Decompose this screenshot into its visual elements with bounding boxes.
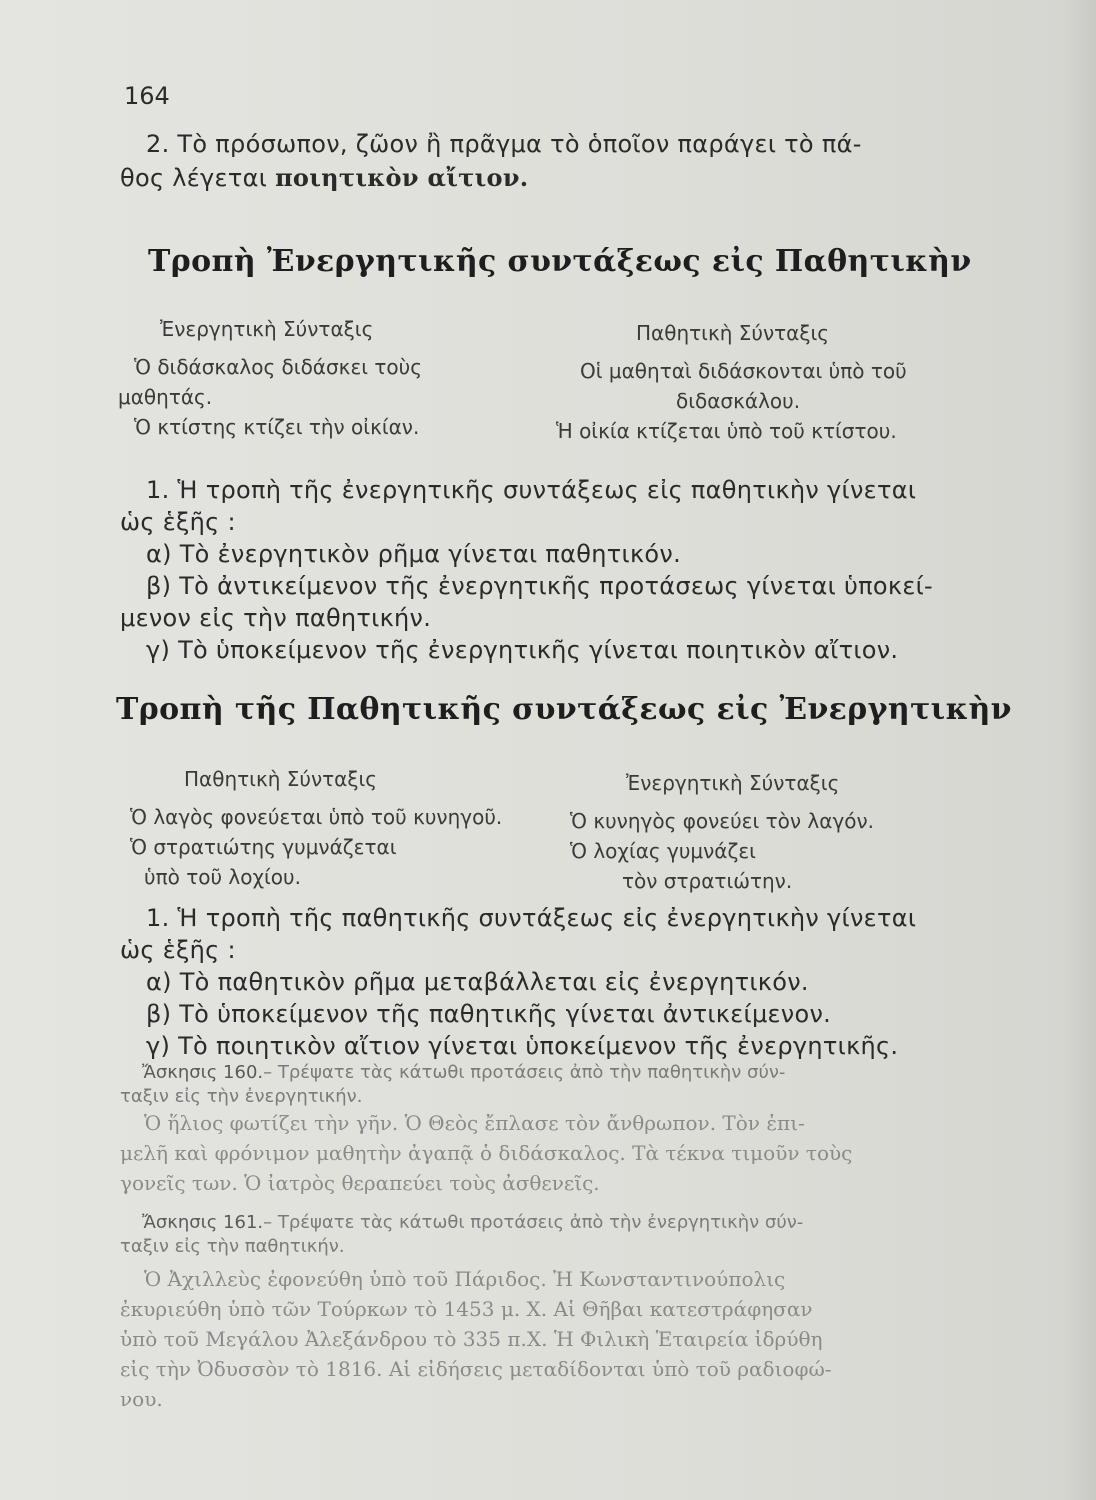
section2-left-line: ὑπὸ τοῦ λοχίου. xyxy=(144,865,301,889)
page-number: 164 xyxy=(124,82,170,110)
section1-left-header: Ἐνεργητικὴ Σύνταξις xyxy=(160,317,374,341)
section1-rule-g: γ) Τὸ ὑποκείμενον τῆς ἐνεργητικῆς γίνεται ποιητικὸν αἴτιον. xyxy=(146,636,899,664)
section1-rule-1b: ὡς ἑξῆς : xyxy=(120,508,236,536)
section1-right-line: διδασκάλου. xyxy=(676,389,801,413)
section2-left-column xyxy=(130,802,570,892)
section2-rule-g: γ) Τὸ ποιητικὸν αἴτιον γίνεται ὑποκείμενον τῆς ἐνεργητικῆς. xyxy=(146,1032,899,1060)
intro-line-1: 2. Τὸ πρόσωπον, ζῶον ἢ πρᾶγμα τὸ ὁποῖον παράγει τὸ πά- xyxy=(146,130,862,158)
section2-left-line: Ὁ στρατιώτης γυμνάζεται xyxy=(130,835,397,859)
section1-right-header: Παθητικὴ Σύνταξις xyxy=(636,321,830,345)
section2-right-line: τὸν στρατιώτην. xyxy=(622,869,793,893)
exercise160-body xyxy=(120,1108,980,1198)
exercise161-instructions: – Τρέψατε τὰς κάτωθι προτάσεις ἀπὸ τὴν ἐνεργητικὴν σύν- xyxy=(263,1212,804,1233)
section2-title: Τροπὴ τῆς Παθητικῆς συντάξεως εἰς Ἐνεργητικὴν xyxy=(116,692,1012,727)
exercise161-body xyxy=(120,1264,1000,1414)
intro-line-2 xyxy=(120,162,528,194)
section1-left-column xyxy=(118,352,534,442)
section2-right-line: Ὁ κυνηγὸς φονεύει τὸν λαγόν. xyxy=(570,809,875,833)
section1-rule-a: α) Τὸ ἐνεργητικὸν ρῆμα γίνεται παθητικόν. xyxy=(146,540,682,568)
exercise160-instructions: – Τρέψατε τὰς κάτωθι προτάσεις ἀπὸ τὴν παθητικὴν σύν- xyxy=(263,1062,786,1083)
section1-left-line: Ὁ κτίστης κτίζει τὴν οἰκίαν. xyxy=(134,415,420,439)
exercise160-instructions-2: ταξιν εἰς τὴν ἐνεργητικήν. xyxy=(120,1086,363,1107)
section2-rule-1: 1. Ἡ τροπὴ τῆς παθητικῆς συντάξεως εἰς ἐνεργητικὴν γίνεται xyxy=(146,904,917,932)
section2-left-header: Παθητικὴ Σύνταξις xyxy=(184,767,378,791)
section2-left-line: Ὁ λαγὸς φονεύεται ὑπὸ τοῦ κυνηγοῦ. xyxy=(130,805,503,829)
section2-rule-1b: ὡς ἑξῆς : xyxy=(120,936,236,964)
section1-title: Τροπὴ Ἐνεργητικῆς συντάξεως εἰς Παθητικὴν xyxy=(148,244,972,279)
exercise161-instructions-2: ταξιν εἰς τὴν παθητικήν. xyxy=(120,1236,345,1257)
exercise160-line: μελῆ καὶ φρόνιμον μαθητὴν ἀγαπᾷ ὁ διδάσκαλος. Τὰ τέκνα τιμοῦν τοὺς xyxy=(120,1141,853,1165)
exercise161-line: νου. xyxy=(120,1387,163,1411)
exercise161-line: ὑπὸ τοῦ Μεγάλου Ἀλεξάνδρου τὸ 335 π.Χ. Ἡ Φιλικὴ Ἑταιρεία ἱδρύθη xyxy=(120,1327,823,1351)
section2-right-column xyxy=(570,806,990,896)
section1-right-line: Οἱ μαθηταὶ διδάσκονται ὑπὸ τοῦ xyxy=(580,359,907,383)
exercise160-line: Ὁ ἥλιος φωτίζει τὴν γῆν. Ὁ Θεὸς ἔπλασε τὸν ἄνθρωπον. Τὸν ἐπι- xyxy=(144,1111,805,1135)
section1-rule-1: 1. Ἡ τροπὴ τῆς ἐνεργητικῆς συντάξεως εἰς παθητικὴν γίνεται xyxy=(146,476,917,504)
section1-left-line: Ὁ διδάσκαλος διδάσκει τοὺς xyxy=(134,355,422,379)
exercise161-line: Ὁ Ἀχιλλεὺς ἐφονεύθη ὑπὸ τοῦ Πάριδος. Ἡ Κωνσταντινούπολις xyxy=(144,1267,786,1291)
intro-line-2-text: θος λέγεται xyxy=(120,164,276,192)
section2-rule-a: α) Τὸ παθητικὸν ρῆμα μεταβάλλεται εἰς ἐνεργητικόν. xyxy=(146,968,809,996)
section1-rule-b1: β) Τὸ ἀντικείμενον τῆς ἐνεργητικῆς προτάσεως γίνεται ὑποκεί- xyxy=(146,572,933,600)
exercise160-label: Ἄσκησις 160. xyxy=(142,1062,264,1083)
exercise160-line: γονεῖς των. Ὁ ἰατρὸς θεραπεύει τοὺς ἀσθενεῖς. xyxy=(120,1171,600,1195)
exercise161-label: Ἄσκησις 161. xyxy=(142,1212,264,1233)
section1-left-line: μαθητάς. xyxy=(118,385,213,409)
section2-right-header: Ἐνεργητικὴ Σύνταξις xyxy=(626,771,840,795)
section2-rule-b: β) Τὸ ὑποκείμενον τῆς παθητικῆς γίνεται ἀντικείμενον. xyxy=(146,1000,832,1028)
section1-right-column xyxy=(556,356,1000,446)
section1-rule-b2: μενον εἰς τὴν παθητικήν. xyxy=(120,604,432,632)
section2-right-line: Ὁ λοχίας γυμνάζει xyxy=(570,839,756,863)
exercise161-line: ἐκυριεύθη ὑπὸ τῶν Τούρκων τὸ 1453 μ. Χ. Αἱ Θῆβαι κατεστράφησαν xyxy=(120,1297,813,1321)
exercise161-line: εἰς τὴν Ὀδυσσὸν τὸ 1816. Αἱ εἰδήσεις μεταδίδονται ὑπὸ τοῦ ραδιοφώ- xyxy=(120,1357,832,1381)
section1-right-line: Ἡ οἰκία κτίζεται ὑπὸ τοῦ κτίστου. xyxy=(556,419,897,443)
intro-term: ποιητικὸν αἴτιον. xyxy=(275,163,529,192)
